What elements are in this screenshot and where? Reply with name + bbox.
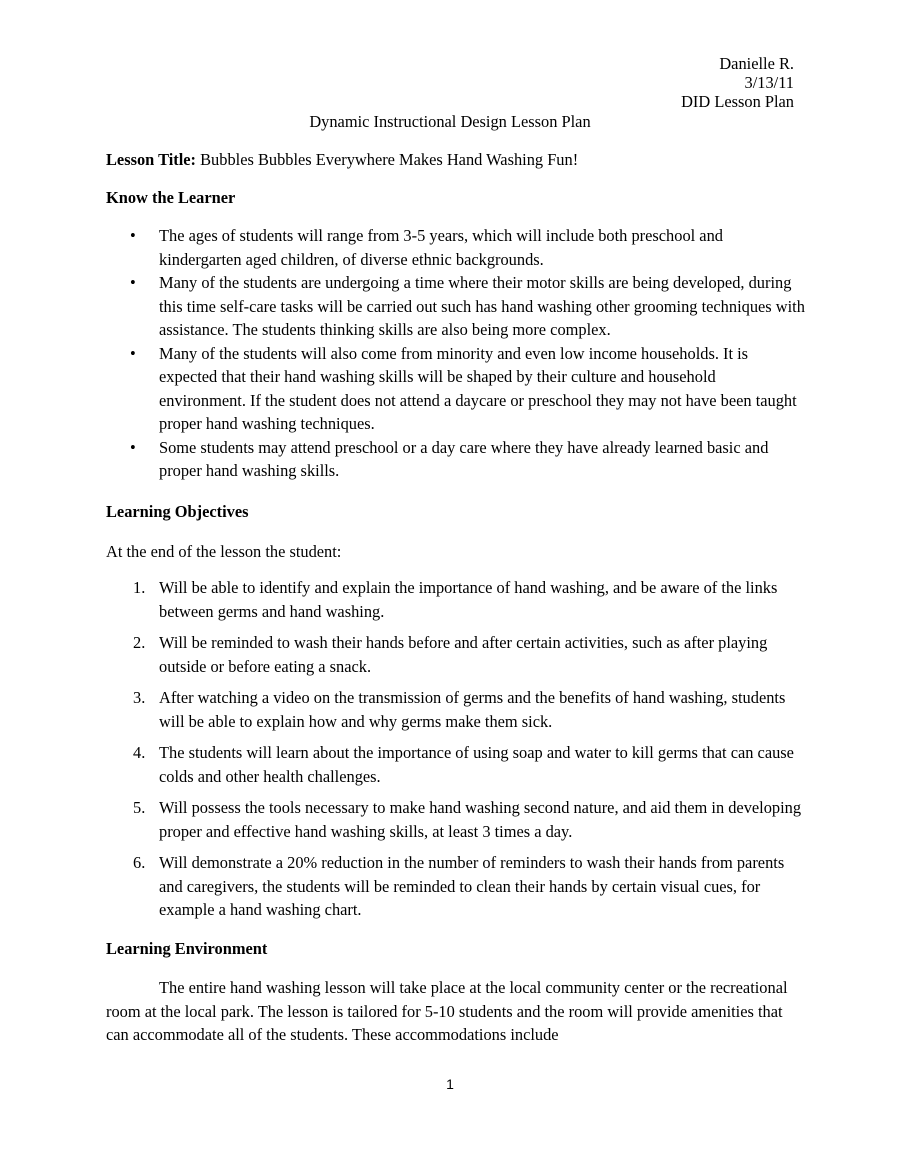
- document-title: Dynamic Instructional Design Lesson Plan: [309, 112, 591, 131]
- author-name: Danielle R.: [719, 54, 794, 73]
- list-item-text: After watching a video on the transmission of germs and the benefits of hand washing, students will be able to explain how and why germs make them sick.: [159, 688, 786, 731]
- list-item: [106, 436, 806, 483]
- objectives-intro: At the end of the lesson the student:: [106, 542, 342, 561]
- page-header: [681, 54, 794, 111]
- bullet-icon: •: [130, 343, 136, 363]
- list-item-text: Many of the students are undergoing a time where their motor skills are being developed, during this time self-care tasks will be carried out such has hand washing other grooming techniques with assistance. The students thinking skills are also being more complex.: [159, 273, 805, 339]
- list-item: [106, 271, 806, 342]
- learning-environment-paragraph: The entire hand washing lesson will take place at the local community center or the recreational room at the local park. The lesson is tailored for 5-10 students and the room will provide amenities that can accommodate all of the students. These accommodations include: [106, 978, 788, 1044]
- list-item: [106, 342, 806, 436]
- list-item-text: Will be reminded to wash their hands before and after certain activities, such as after playing outside or before eating a snack.: [159, 633, 768, 676]
- know-the-learner-heading: Know the Learner: [106, 188, 236, 207]
- bullet-icon: •: [130, 273, 136, 292]
- list-item-number: 2.: [133, 633, 146, 652]
- list-item-number: 3.: [133, 688, 146, 707]
- list-item: [106, 224, 806, 271]
- lesson-title-label: Lesson Title:: [106, 150, 197, 169]
- list-item: [106, 576, 806, 623]
- list-item-text: Will be able to identify and explain the importance of hand washing, and be aware of the links between germs and hand washing.: [159, 578, 778, 621]
- learning-environment-heading: Learning Environment: [106, 939, 268, 958]
- learning-objectives-list: [106, 576, 806, 930]
- list-item-number: 5.: [133, 798, 146, 817]
- list-item-number: 1.: [133, 578, 146, 597]
- list-item: [106, 796, 806, 843]
- bullet-icon: •: [130, 437, 136, 457]
- list-item-text: Will possess the tools necessary to make hand washing second nature, and aid them in developing proper and effective hand washing skills, at least 3 times a day.: [159, 798, 802, 841]
- know-the-learner-list: [106, 224, 806, 483]
- document-date: 3/13/11: [744, 73, 794, 92]
- page-number: 1: [446, 1076, 454, 1092]
- lesson-title-value: Bubbles Bubbles Everywhere Makes Hand Washing Fun!: [200, 150, 579, 169]
- list-item-text: Some students may attend preschool or a day care where they have already learned basic and proper hand washing skills.: [159, 437, 769, 480]
- list-item: [106, 631, 806, 678]
- list-item-text: The students will learn about the importance of using soap and water to kill germs that can cause colds and other health challenges.: [159, 743, 794, 786]
- list-item-text: Will demonstrate a 20% reduction in the number of reminders to wash their hands from parents and caregivers, the students will be reminded to clean their hands by certain visual cues, for example a hand washing chart.: [159, 853, 785, 919]
- list-item-number: 6.: [133, 853, 146, 872]
- lesson-title: [106, 148, 578, 172]
- list-item: [106, 686, 806, 733]
- list-item-number: 4.: [133, 743, 146, 762]
- list-item-text: The ages of students will range from 3-5 years, which will include both preschool and kindergarten aged children, of diverse ethnic backgrounds.: [159, 226, 723, 269]
- bullet-icon: •: [130, 226, 136, 245]
- list-item-text: Many of the students will also come from minority and even low income households. It is expected that their hand washing skills will be shaped by their culture and household environment. If the student does not attend a daycare or preschool they may not have been taught proper hand washing techniques.: [159, 343, 797, 433]
- list-item: [106, 851, 806, 922]
- learning-objectives-heading: Learning Objectives: [106, 502, 249, 521]
- document-label: DID Lesson Plan: [681, 92, 794, 111]
- list-item: [106, 741, 806, 788]
